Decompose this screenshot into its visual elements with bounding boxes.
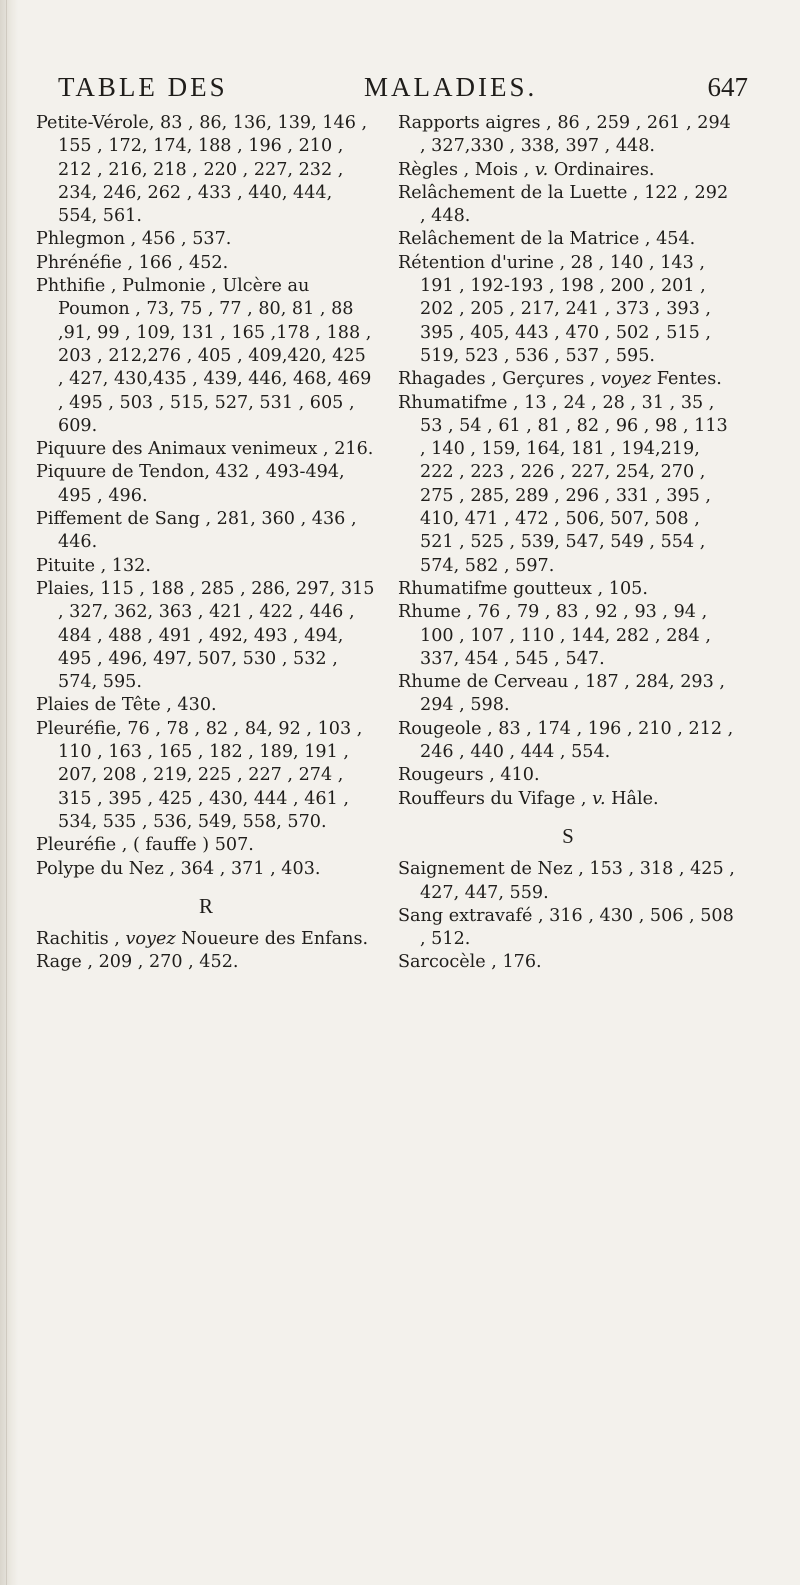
- section-letter-s: S: [562, 823, 574, 848]
- index-entry: [398, 252, 738, 368]
- entry-text: Rhumatifme , 13 , 24 , 28 , 31 , 35 , 53 , 54 , 61 , 81 , 82 , 96 , 98 , 113 , 140 , 159, 164, 181 , 194,219, 222 , 223 , 226 , 227, 254, 270 , 275 , 285, 289 , 296 , 331 , 395 , 410, 471 , 472 , 506, 507, 508 , 521 , 525 , 539, 547, 549 , 554 , 574, 582 , 597.: [398, 392, 728, 576]
- entry-text: Relâchement de la Luette , 122 , 292 , 448.: [398, 182, 729, 227]
- index-entry: [398, 601, 738, 671]
- index-entry: Petite-Vérole, 83 , 86, 136, 139, 146 , 155 , 172, 174, 188 , 196 , 210 , 212 , 216, 218 , 220 , 227, 232 , 234, 246, 262 , 433 , 440, 444, 554, 561.: [36, 113, 368, 227]
- running-header: [58, 72, 748, 112]
- index-entry: [398, 718, 738, 765]
- entry-text: Rachitis ,: [36, 929, 126, 950]
- index-entry: [398, 112, 738, 159]
- index-entry: [398, 392, 738, 578]
- index-entry: Phlegmon , 456 , 537.: [36, 229, 232, 250]
- entry-text-rest: Ordinaires.: [548, 159, 655, 180]
- left-column: [36, 112, 376, 975]
- header-left: TABLE DES: [58, 72, 228, 102]
- entry-text: Rhume , 76 , 79 , 83 , 92 , 93 , 94 , 100 , 107 , 110 , 144, 282 , 284 , 337, 454 , 545 , 547.: [398, 602, 711, 669]
- index-entry: Pleuréfie , ( fauffe ) 507.: [36, 835, 254, 856]
- entry-text-rest: Hâle.: [605, 788, 659, 809]
- entry-text: Rhume de Cerveau , 187 , 284, 293 , 294 , 598.: [398, 672, 725, 716]
- entry-text: Règles , Mois ,: [398, 159, 535, 180]
- index-entry: [398, 182, 738, 229]
- cross-ref: voyez: [125, 929, 176, 950]
- entry-text: Rétention d'urine , 28 , 140 , 143 , 191 , 192-193 , 198 , 200 , 201 , 202 , 205 , 217, 241 , 373 , 393 , 395 , 405, 443 , 470 , 502 , 515 , 519, 523 , 536 , 537 , 595.: [398, 252, 711, 366]
- entry-text: Rapports aigres , 86 , 259 , 261 , 294 , 327,330 , 338, 397 , 448.: [398, 113, 731, 157]
- entry-text: Rougeurs , 410.: [398, 765, 540, 786]
- entry-text: Rouffeurs du Vifage ,: [398, 788, 593, 809]
- index-entry: Phrénéfie , 166 , 452.: [36, 252, 229, 273]
- right-column: [398, 112, 738, 975]
- index-entry: Plaies, 115 , 188 , 285 , 286, 297, 315 , 327, 362, 363 , 421 , 422 , 446 , 484 , 488 , 491 , 492, 493 , 494, 495 , 496, 497, 507, 530 , 532 , 574, 595.: [36, 578, 375, 693]
- index-entry: [398, 764, 738, 787]
- index-entry: [398, 578, 738, 601]
- index-entry: [398, 671, 738, 718]
- index-entry: Piquure des Animaux venimeux , 216.: [36, 439, 374, 460]
- index-entry: [398, 368, 738, 391]
- page-gutter: [0, 0, 18, 1585]
- cross-ref: voyez: [601, 369, 652, 390]
- index-entry: [398, 228, 738, 251]
- entry-text: Rougeole , 83 , 174 , 196 , 210 , 212 , 246 , 440 , 444 , 554.: [398, 718, 734, 763]
- entry-text: Rhumatifme goutteux , 105.: [398, 578, 648, 599]
- index-entry: Plaies de Tête , 430.: [36, 695, 217, 716]
- header-right: MALADIES.: [364, 72, 538, 102]
- entry-text-rest: Noueure des Enfans.: [175, 929, 369, 950]
- entry-text: Rage , 209 , 270 , 452.: [36, 952, 239, 973]
- index-entry: Sang extravafé , 316 , 430 , 506 , 508 , 512.: [398, 905, 734, 950]
- index-entry: Saignement de Nez , 153 , 318 , 425 , 427, 447, 559.: [398, 859, 735, 903]
- section-letter-r: R: [198, 893, 213, 918]
- index-entry: Pleuréfie, 76 , 78 , 82 , 84, 92 , 103 , 110 , 163 , 165 , 182 , 189, 191 , 207, 208 , 219, 225 , 227 , 274 , 315 , 395 , 425 , 430, 444 , 461 , 534, 535 , 536, 549, 558, 570.: [36, 718, 363, 832]
- index-entry: Polype du Nez , 364 , 371 , 403.: [36, 858, 321, 879]
- gutter-line: [6, 0, 7, 1585]
- entry-text-rest: Fentes.: [651, 369, 722, 390]
- index-entry: Piffement de Sang , 281, 360 , 436 , 446.: [36, 509, 357, 553]
- cross-ref: v.: [534, 159, 549, 180]
- entry-text: Rhagades , Gerçures ,: [398, 369, 601, 390]
- index-entry: [36, 951, 376, 974]
- index-entry: Pituite , 132.: [36, 555, 151, 576]
- entry-text: Relâchement de la Matrice , 454.: [398, 229, 696, 250]
- index-entry: Sarcocèle , 176.: [398, 952, 542, 973]
- page-number: 647: [707, 72, 748, 102]
- index-entry: [398, 788, 738, 811]
- index-entry: [398, 159, 738, 182]
- index-entry: [36, 928, 376, 951]
- cross-ref: v.: [592, 788, 606, 809]
- index-entry: Phthifie , Pulmonie , Ulcère au Poumon , 73, 75 , 77 , 80, 81 , 88 ,91, 99 , 109, 131 , 165 ,178 , 188 , 203 , 212,276 , 405 , 409,420, 425 , 427, 430,435 , 439, 446, 468, 469 , 495 , 503 , 515, 527, 531 , 605 , 609.: [36, 276, 372, 436]
- index-entry: Piquure de Tendon, 432 , 493-494, 495 , 496.: [36, 462, 345, 506]
